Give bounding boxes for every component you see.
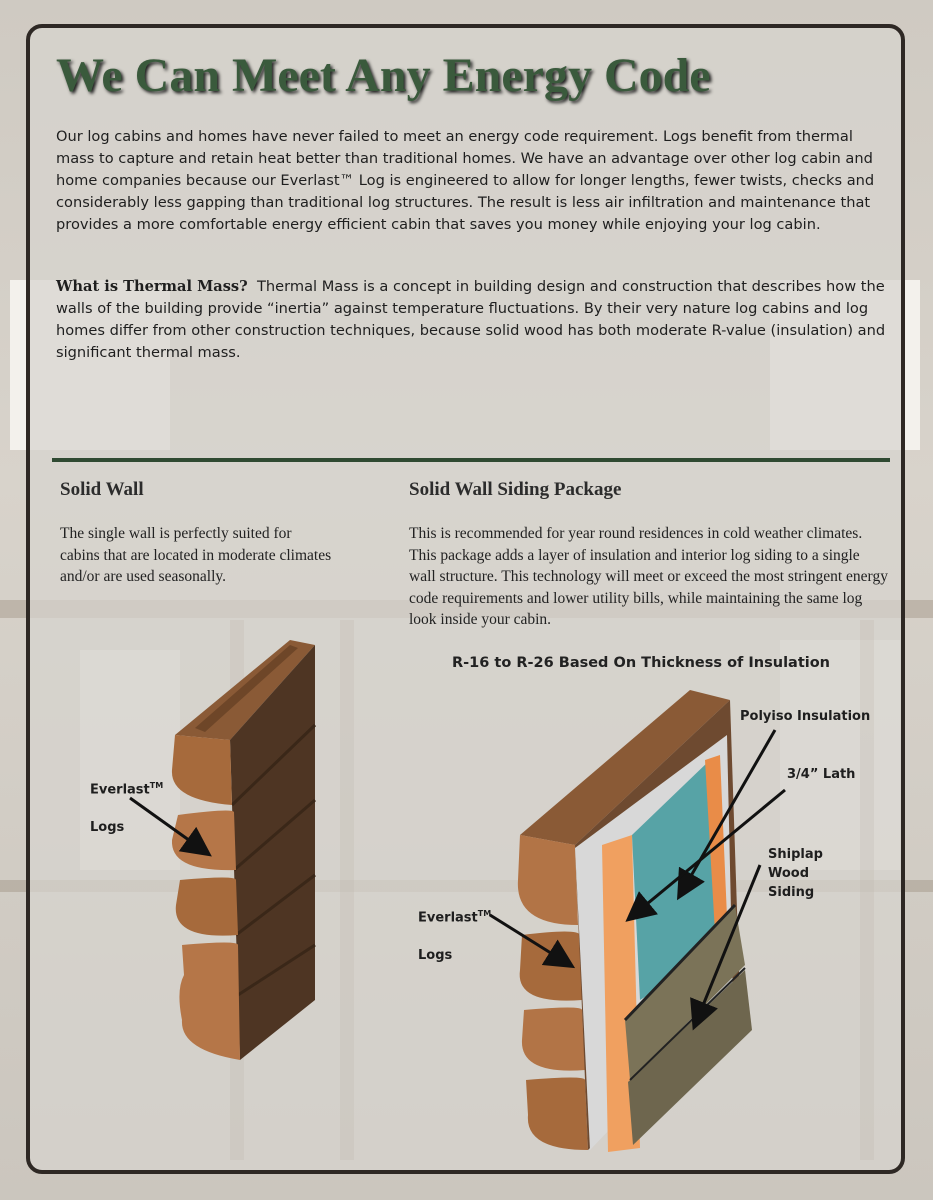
siding-logs-label-name: Everlast: [418, 910, 478, 926]
page-title: We Can Meet Any Energy Code: [56, 49, 711, 102]
polyiso-insulation-label: Polyiso Insulation: [740, 709, 871, 724]
lath-label: 3/4” Lath: [787, 767, 856, 782]
siding-logs-label: [418, 885, 491, 965]
siding-logs-label-logs: Logs: [418, 948, 453, 964]
shiplap-siding-label: Shiplap Wood Siding: [768, 847, 823, 900]
intro-paragraph: Our log cabins and homes have never failed to meet an energy code requirement. Logs benefit from thermal mass to capture and retain heat better than traditional homes. We have an advantage over other log cabin and home companies because our Everlast™ Log is engineered to allow for longer lengths, fewer twists, checks and considerably less gapping than traditional log structures. The result is less air infiltration and maintenance that provides a more comfortable energy efficient cabin that saves you money while enjoying your log cabin.: [56, 128, 875, 233]
siding-package-heading: Solid Wall Siding Package: [409, 479, 622, 500]
siding-package-text: This is recommended for year round residences in cold weather climates. This package adds a layer of insulation and interior log siding to a single wall structure. This technology will meet or exceed the most stringent energy code requirements and lower utility bills, while maintaining the same log look inside your cabin.: [409, 525, 888, 628]
trademark-mark: TM: [477, 909, 492, 918]
solid-wall-heading: Solid Wall: [60, 479, 144, 500]
diagram-title: R-16 to R-26 Based On Thickness of Insulation: [452, 655, 831, 671]
siding-package-illustration: [518, 690, 752, 1152]
solid-wall-logs-label: [90, 757, 163, 837]
solid-wall-text: The single wall is perfectly suited for cabins that are located in moderate climates and/or are used seasonally.: [60, 525, 332, 585]
thermal-mass-text: Thermal Mass is a concept in building design and construction that describes how the walls of the building provide “inertia” against temperature fluctuations. By their very nature log cabins and log homes differ from other construction techniques, because solid wood has both moderate R-value (insulation) and significant thermal mass.: [56, 278, 886, 361]
thermal-mass-heading: What is Thermal Mass?: [56, 278, 248, 295]
solid-wall-logs-label-logs: Logs: [90, 820, 125, 836]
trademark-mark: TM: [149, 781, 164, 790]
solid-wall-logs-label-name: Everlast: [90, 782, 150, 798]
solid-wall-illustration: [172, 640, 315, 1060]
